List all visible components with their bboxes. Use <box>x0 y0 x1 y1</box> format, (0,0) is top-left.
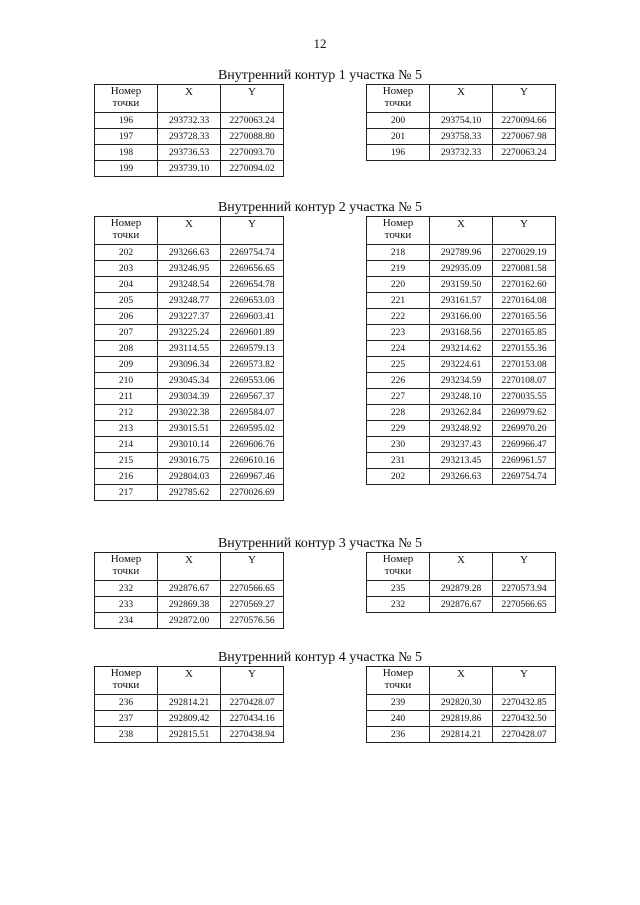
table-row <box>367 341 556 357</box>
x-coordinate-cell: 293166.00 <box>430 309 493 325</box>
x-coordinate-cell: 293736.53 <box>158 145 221 161</box>
x-coordinate-cell: 293224.61 <box>430 357 493 373</box>
table-row <box>367 129 556 145</box>
point-number-cell: 240 <box>367 711 430 727</box>
x-coordinate-cell: 292872.00 <box>158 613 221 629</box>
table-row <box>95 325 284 341</box>
x-coordinate-cell: 293739.10 <box>158 161 221 177</box>
y-coordinate-cell: 2270569.27 <box>221 597 284 613</box>
x-coordinate-cell: 292809.42 <box>158 711 221 727</box>
x-coordinate-cell: 293225.24 <box>158 325 221 341</box>
point-number-header-line1: Номер <box>110 667 142 679</box>
table-row <box>95 113 284 129</box>
point-number-cell: 211 <box>95 389 158 405</box>
coordinates-table-left <box>94 216 284 501</box>
point-number-cell: 217 <box>95 485 158 501</box>
point-number-cell: 200 <box>367 113 430 129</box>
table-row <box>367 581 556 597</box>
y-coordinate-cell: 2270026.69 <box>221 485 284 501</box>
table-row <box>367 437 556 453</box>
x-coordinate-cell: 293266.63 <box>158 245 221 261</box>
table-row <box>95 453 284 469</box>
table-row <box>367 421 556 437</box>
y-coordinate-cell: 2269754.74 <box>493 469 556 485</box>
x-coordinate-cell: 293248.10 <box>430 389 493 405</box>
x-coordinate-cell: 293022.38 <box>158 405 221 421</box>
x-coordinate-cell: 292876.67 <box>430 597 493 613</box>
point-number-header-line2: точки <box>112 679 140 691</box>
coordinates-table-right <box>366 84 556 161</box>
y-coordinate-cell: 2269567.37 <box>221 389 284 405</box>
y-header: Y <box>493 85 556 113</box>
y-header: Y <box>493 667 556 695</box>
table-row <box>367 597 556 613</box>
point-number-cell: 236 <box>95 695 158 711</box>
y-coordinate-cell: 2270063.24 <box>221 113 284 129</box>
y-coordinate-cell: 2270165.85 <box>493 325 556 341</box>
point-number-header-line2: точки <box>384 565 412 577</box>
point-number-header-line2: точки <box>384 679 412 691</box>
table-row <box>95 695 284 711</box>
point-number-header-line2: точки <box>112 97 140 109</box>
y-coordinate-cell: 2270153.08 <box>493 357 556 373</box>
table-row <box>367 325 556 341</box>
point-number-cell: 225 <box>367 357 430 373</box>
x-coordinate-cell: 292819.86 <box>430 711 493 727</box>
x-coordinate-cell: 292814.21 <box>430 727 493 743</box>
table-row <box>367 405 556 421</box>
point-number-header-line1: Номер <box>110 85 142 97</box>
coordinates-table-left <box>94 552 284 629</box>
x-coordinate-cell: 293248.92 <box>430 421 493 437</box>
x-coordinate-cell: 293161.57 <box>430 293 493 309</box>
contour-section <box>0 650 640 740</box>
table-header-row <box>367 85 556 113</box>
table-row <box>95 389 284 405</box>
y-coordinate-cell: 2269967.46 <box>221 469 284 485</box>
point-number-header-line1: Номер <box>110 217 142 229</box>
x-coordinate-cell: 292820.30 <box>430 695 493 711</box>
point-number-cell: 239 <box>367 695 430 711</box>
point-number-cell: 207 <box>95 325 158 341</box>
table-row <box>95 341 284 357</box>
y-coordinate-cell: 2270432.85 <box>493 695 556 711</box>
x-coordinate-cell: 293159.50 <box>430 277 493 293</box>
y-coordinate-cell: 2270162.60 <box>493 277 556 293</box>
x-coordinate-cell: 293266.63 <box>430 469 493 485</box>
y-coordinate-cell: 2270094.66 <box>493 113 556 129</box>
y-coordinate-cell: 2270434.16 <box>221 711 284 727</box>
x-coordinate-cell: 292876.67 <box>158 581 221 597</box>
table-row <box>95 613 284 629</box>
point-number-header-line1: Номер <box>382 553 414 565</box>
point-number-cell: 228 <box>367 405 430 421</box>
contour-section <box>0 536 640 626</box>
point-number-cell: 213 <box>95 421 158 437</box>
point-number-header-line2: точки <box>384 97 412 109</box>
y-coordinate-cell: 2270566.65 <box>221 581 284 597</box>
x-header: X <box>158 217 221 245</box>
contour-section <box>0 68 640 174</box>
table-header-row <box>95 553 284 581</box>
table-row <box>367 245 556 261</box>
y-header: Y <box>221 667 284 695</box>
point-number-cell: 232 <box>367 597 430 613</box>
point-number-header <box>95 85 158 113</box>
point-number-cell: 236 <box>367 727 430 743</box>
table-row <box>95 373 284 389</box>
y-coordinate-cell: 2270428.07 <box>221 695 284 711</box>
section-title: Внутренний контур 3 участка № 5 <box>217 536 423 551</box>
y-coordinate-cell: 2269966.47 <box>493 437 556 453</box>
point-number-cell: 226 <box>367 373 430 389</box>
point-number-cell: 224 <box>367 341 430 357</box>
coordinates-table-left <box>94 84 284 177</box>
y-coordinate-cell: 2269606.76 <box>221 437 284 453</box>
point-number-cell: 220 <box>367 277 430 293</box>
table-header-row <box>367 553 556 581</box>
table-row <box>95 597 284 613</box>
point-number-header-line2: точки <box>112 229 140 241</box>
y-coordinate-cell: 2270566.65 <box>493 597 556 613</box>
y-coordinate-cell: 2270428.07 <box>493 727 556 743</box>
y-coordinate-cell: 2269979.62 <box>493 405 556 421</box>
y-coordinate-cell: 2270088.80 <box>221 129 284 145</box>
x-coordinate-cell: 293214.62 <box>430 341 493 357</box>
y-header: Y <box>493 553 556 581</box>
y-coordinate-cell: 2270573.94 <box>493 581 556 597</box>
y-coordinate-cell: 2269595.02 <box>221 421 284 437</box>
table-row <box>95 421 284 437</box>
point-number-header <box>95 217 158 245</box>
coordinates-table-right <box>366 552 556 613</box>
y-coordinate-cell: 2270029.19 <box>493 245 556 261</box>
y-coordinate-cell: 2269573.82 <box>221 357 284 373</box>
x-coordinate-cell: 293213.45 <box>430 453 493 469</box>
point-number-cell: 238 <box>95 727 158 743</box>
table-row <box>95 581 284 597</box>
point-number-cell: 216 <box>95 469 158 485</box>
table-row <box>367 357 556 373</box>
x-header: X <box>430 85 493 113</box>
point-number-cell: 235 <box>367 581 430 597</box>
point-number-cell: 233 <box>95 597 158 613</box>
contour-section <box>0 200 640 498</box>
y-coordinate-cell: 2269653.03 <box>221 293 284 309</box>
point-number-cell: 223 <box>367 325 430 341</box>
table-row <box>367 277 556 293</box>
x-coordinate-cell: 292804.03 <box>158 469 221 485</box>
point-number-cell: 234 <box>95 613 158 629</box>
x-coordinate-cell: 293016.75 <box>158 453 221 469</box>
point-number-header-line2: точки <box>384 229 412 241</box>
point-number-cell: 215 <box>95 453 158 469</box>
point-number-cell: 208 <box>95 341 158 357</box>
x-coordinate-cell: 292879.28 <box>430 581 493 597</box>
y-coordinate-cell: 2270108.07 <box>493 373 556 389</box>
y-coordinate-cell: 2270081.58 <box>493 261 556 277</box>
table-row <box>367 469 556 485</box>
x-coordinate-cell: 293246.95 <box>158 261 221 277</box>
table-row <box>367 373 556 389</box>
x-coordinate-cell: 293732.33 <box>158 113 221 129</box>
table-row <box>95 727 284 743</box>
x-coordinate-cell: 293758.33 <box>430 129 493 145</box>
y-coordinate-cell: 2269584.07 <box>221 405 284 421</box>
y-coordinate-cell: 2269601.89 <box>221 325 284 341</box>
section-title: Внутренний контур 4 участка № 5 <box>217 650 423 665</box>
section-title: Внутренний контур 2 участка № 5 <box>217 200 423 215</box>
point-number-header <box>367 217 430 245</box>
table-row <box>95 245 284 261</box>
point-number-cell: 205 <box>95 293 158 309</box>
point-number-cell: 196 <box>367 145 430 161</box>
x-coordinate-cell: 292814.21 <box>158 695 221 711</box>
point-number-cell: 229 <box>367 421 430 437</box>
y-coordinate-cell: 2270155.36 <box>493 341 556 357</box>
coordinates-table-left <box>94 666 284 743</box>
point-number-cell: 199 <box>95 161 158 177</box>
x-coordinate-cell: 293732.33 <box>430 145 493 161</box>
table-row <box>367 145 556 161</box>
table-row <box>95 161 284 177</box>
point-number-header-line1: Номер <box>110 553 142 565</box>
y-coordinate-cell: 2270432.50 <box>493 711 556 727</box>
table-row <box>367 309 556 325</box>
point-number-header <box>95 667 158 695</box>
x-header: X <box>158 85 221 113</box>
point-number-cell: 209 <box>95 357 158 373</box>
x-coordinate-cell: 293754.10 <box>430 113 493 129</box>
point-number-header <box>367 85 430 113</box>
table-header-row <box>95 667 284 695</box>
x-coordinate-cell: 292869.38 <box>158 597 221 613</box>
point-number-cell: 202 <box>95 245 158 261</box>
point-number-header <box>367 553 430 581</box>
x-coordinate-cell: 293045.34 <box>158 373 221 389</box>
y-coordinate-cell: 2269579.13 <box>221 341 284 357</box>
x-coordinate-cell: 293248.54 <box>158 277 221 293</box>
x-header: X <box>430 667 493 695</box>
point-number-cell: 218 <box>367 245 430 261</box>
y-coordinate-cell: 2270093.70 <box>221 145 284 161</box>
table-row <box>95 357 284 373</box>
y-coordinate-cell: 2270438.94 <box>221 727 284 743</box>
point-number-cell: 222 <box>367 309 430 325</box>
point-number-cell: 198 <box>95 145 158 161</box>
y-header: Y <box>493 217 556 245</box>
y-coordinate-cell: 2269656.65 <box>221 261 284 277</box>
point-number-cell: 221 <box>367 293 430 309</box>
y-coordinate-cell: 2270067.98 <box>493 129 556 145</box>
table-row <box>95 277 284 293</box>
point-number-cell: 237 <box>95 711 158 727</box>
point-number-cell: 232 <box>95 581 158 597</box>
point-number-cell: 203 <box>95 261 158 277</box>
table-row <box>367 711 556 727</box>
point-number-cell: 230 <box>367 437 430 453</box>
point-number-cell: 212 <box>95 405 158 421</box>
coordinates-table-right <box>366 666 556 743</box>
y-coordinate-cell: 2269603.41 <box>221 309 284 325</box>
point-number-header-line1: Номер <box>382 85 414 97</box>
x-coordinate-cell: 293237.43 <box>430 437 493 453</box>
point-number-cell: 204 <box>95 277 158 293</box>
table-row <box>367 293 556 309</box>
section-title: Внутренний контур 1 участка № 5 <box>217 68 423 83</box>
x-coordinate-cell: 293114.55 <box>158 341 221 357</box>
x-coordinate-cell: 293262.84 <box>430 405 493 421</box>
y-coordinate-cell: 2270165.56 <box>493 309 556 325</box>
x-coordinate-cell: 293015.51 <box>158 421 221 437</box>
point-number-header-line2: точки <box>112 565 140 577</box>
coordinates-table-right <box>366 216 556 485</box>
x-coordinate-cell: 293096.34 <box>158 357 221 373</box>
table-row <box>367 453 556 469</box>
x-coordinate-cell: 293010.14 <box>158 437 221 453</box>
table-row <box>95 711 284 727</box>
y-coordinate-cell: 2269961.57 <box>493 453 556 469</box>
table-header-row <box>95 217 284 245</box>
table-row <box>367 389 556 405</box>
x-coordinate-cell: 293234.59 <box>430 373 493 389</box>
y-coordinate-cell: 2269553.06 <box>221 373 284 389</box>
point-number-header <box>367 667 430 695</box>
point-number-cell: 231 <box>367 453 430 469</box>
y-coordinate-cell: 2269754.74 <box>221 245 284 261</box>
point-number-cell: 206 <box>95 309 158 325</box>
y-header: Y <box>221 553 284 581</box>
point-number-header-line1: Номер <box>382 217 414 229</box>
table-row <box>95 405 284 421</box>
point-number-cell: 197 <box>95 129 158 145</box>
table-row <box>95 437 284 453</box>
x-coordinate-cell: 292935.09 <box>430 261 493 277</box>
table-row <box>95 145 284 161</box>
y-coordinate-cell: 2270164.08 <box>493 293 556 309</box>
x-coordinate-cell: 293227.37 <box>158 309 221 325</box>
y-header: Y <box>221 217 284 245</box>
point-number-cell: 210 <box>95 373 158 389</box>
point-number-header-line1: Номер <box>382 667 414 679</box>
y-coordinate-cell: 2269610.16 <box>221 453 284 469</box>
table-row <box>95 485 284 501</box>
x-coordinate-cell: 293168.56 <box>430 325 493 341</box>
x-header: X <box>158 667 221 695</box>
y-coordinate-cell: 2270063.24 <box>493 145 556 161</box>
x-coordinate-cell: 292815.51 <box>158 727 221 743</box>
point-number-cell: 201 <box>367 129 430 145</box>
point-number-cell: 196 <box>95 113 158 129</box>
x-coordinate-cell: 292789.96 <box>430 245 493 261</box>
point-number-cell: 227 <box>367 389 430 405</box>
x-header: X <box>430 553 493 581</box>
x-header: X <box>430 217 493 245</box>
table-row <box>95 309 284 325</box>
table-row <box>95 293 284 309</box>
table-row <box>95 129 284 145</box>
table-row <box>367 727 556 743</box>
y-coordinate-cell: 2270576.56 <box>221 613 284 629</box>
x-coordinate-cell: 292785.62 <box>158 485 221 501</box>
x-header: X <box>158 553 221 581</box>
page-number: 12 <box>313 36 327 51</box>
x-coordinate-cell: 293034.39 <box>158 389 221 405</box>
table-row <box>367 695 556 711</box>
y-coordinate-cell: 2270094.02 <box>221 161 284 177</box>
table-row <box>367 261 556 277</box>
table-header-row <box>367 667 556 695</box>
x-coordinate-cell: 293728.33 <box>158 129 221 145</box>
table-row <box>95 469 284 485</box>
y-coordinate-cell: 2269654.78 <box>221 277 284 293</box>
point-number-cell: 202 <box>367 469 430 485</box>
table-row <box>95 261 284 277</box>
y-header: Y <box>221 85 284 113</box>
point-number-cell: 214 <box>95 437 158 453</box>
table-header-row <box>367 217 556 245</box>
table-header-row <box>95 85 284 113</box>
y-coordinate-cell: 2269970.20 <box>493 421 556 437</box>
point-number-header <box>95 553 158 581</box>
point-number-cell: 219 <box>367 261 430 277</box>
y-coordinate-cell: 2270035.55 <box>493 389 556 405</box>
x-coordinate-cell: 293248.77 <box>158 293 221 309</box>
table-row <box>367 113 556 129</box>
